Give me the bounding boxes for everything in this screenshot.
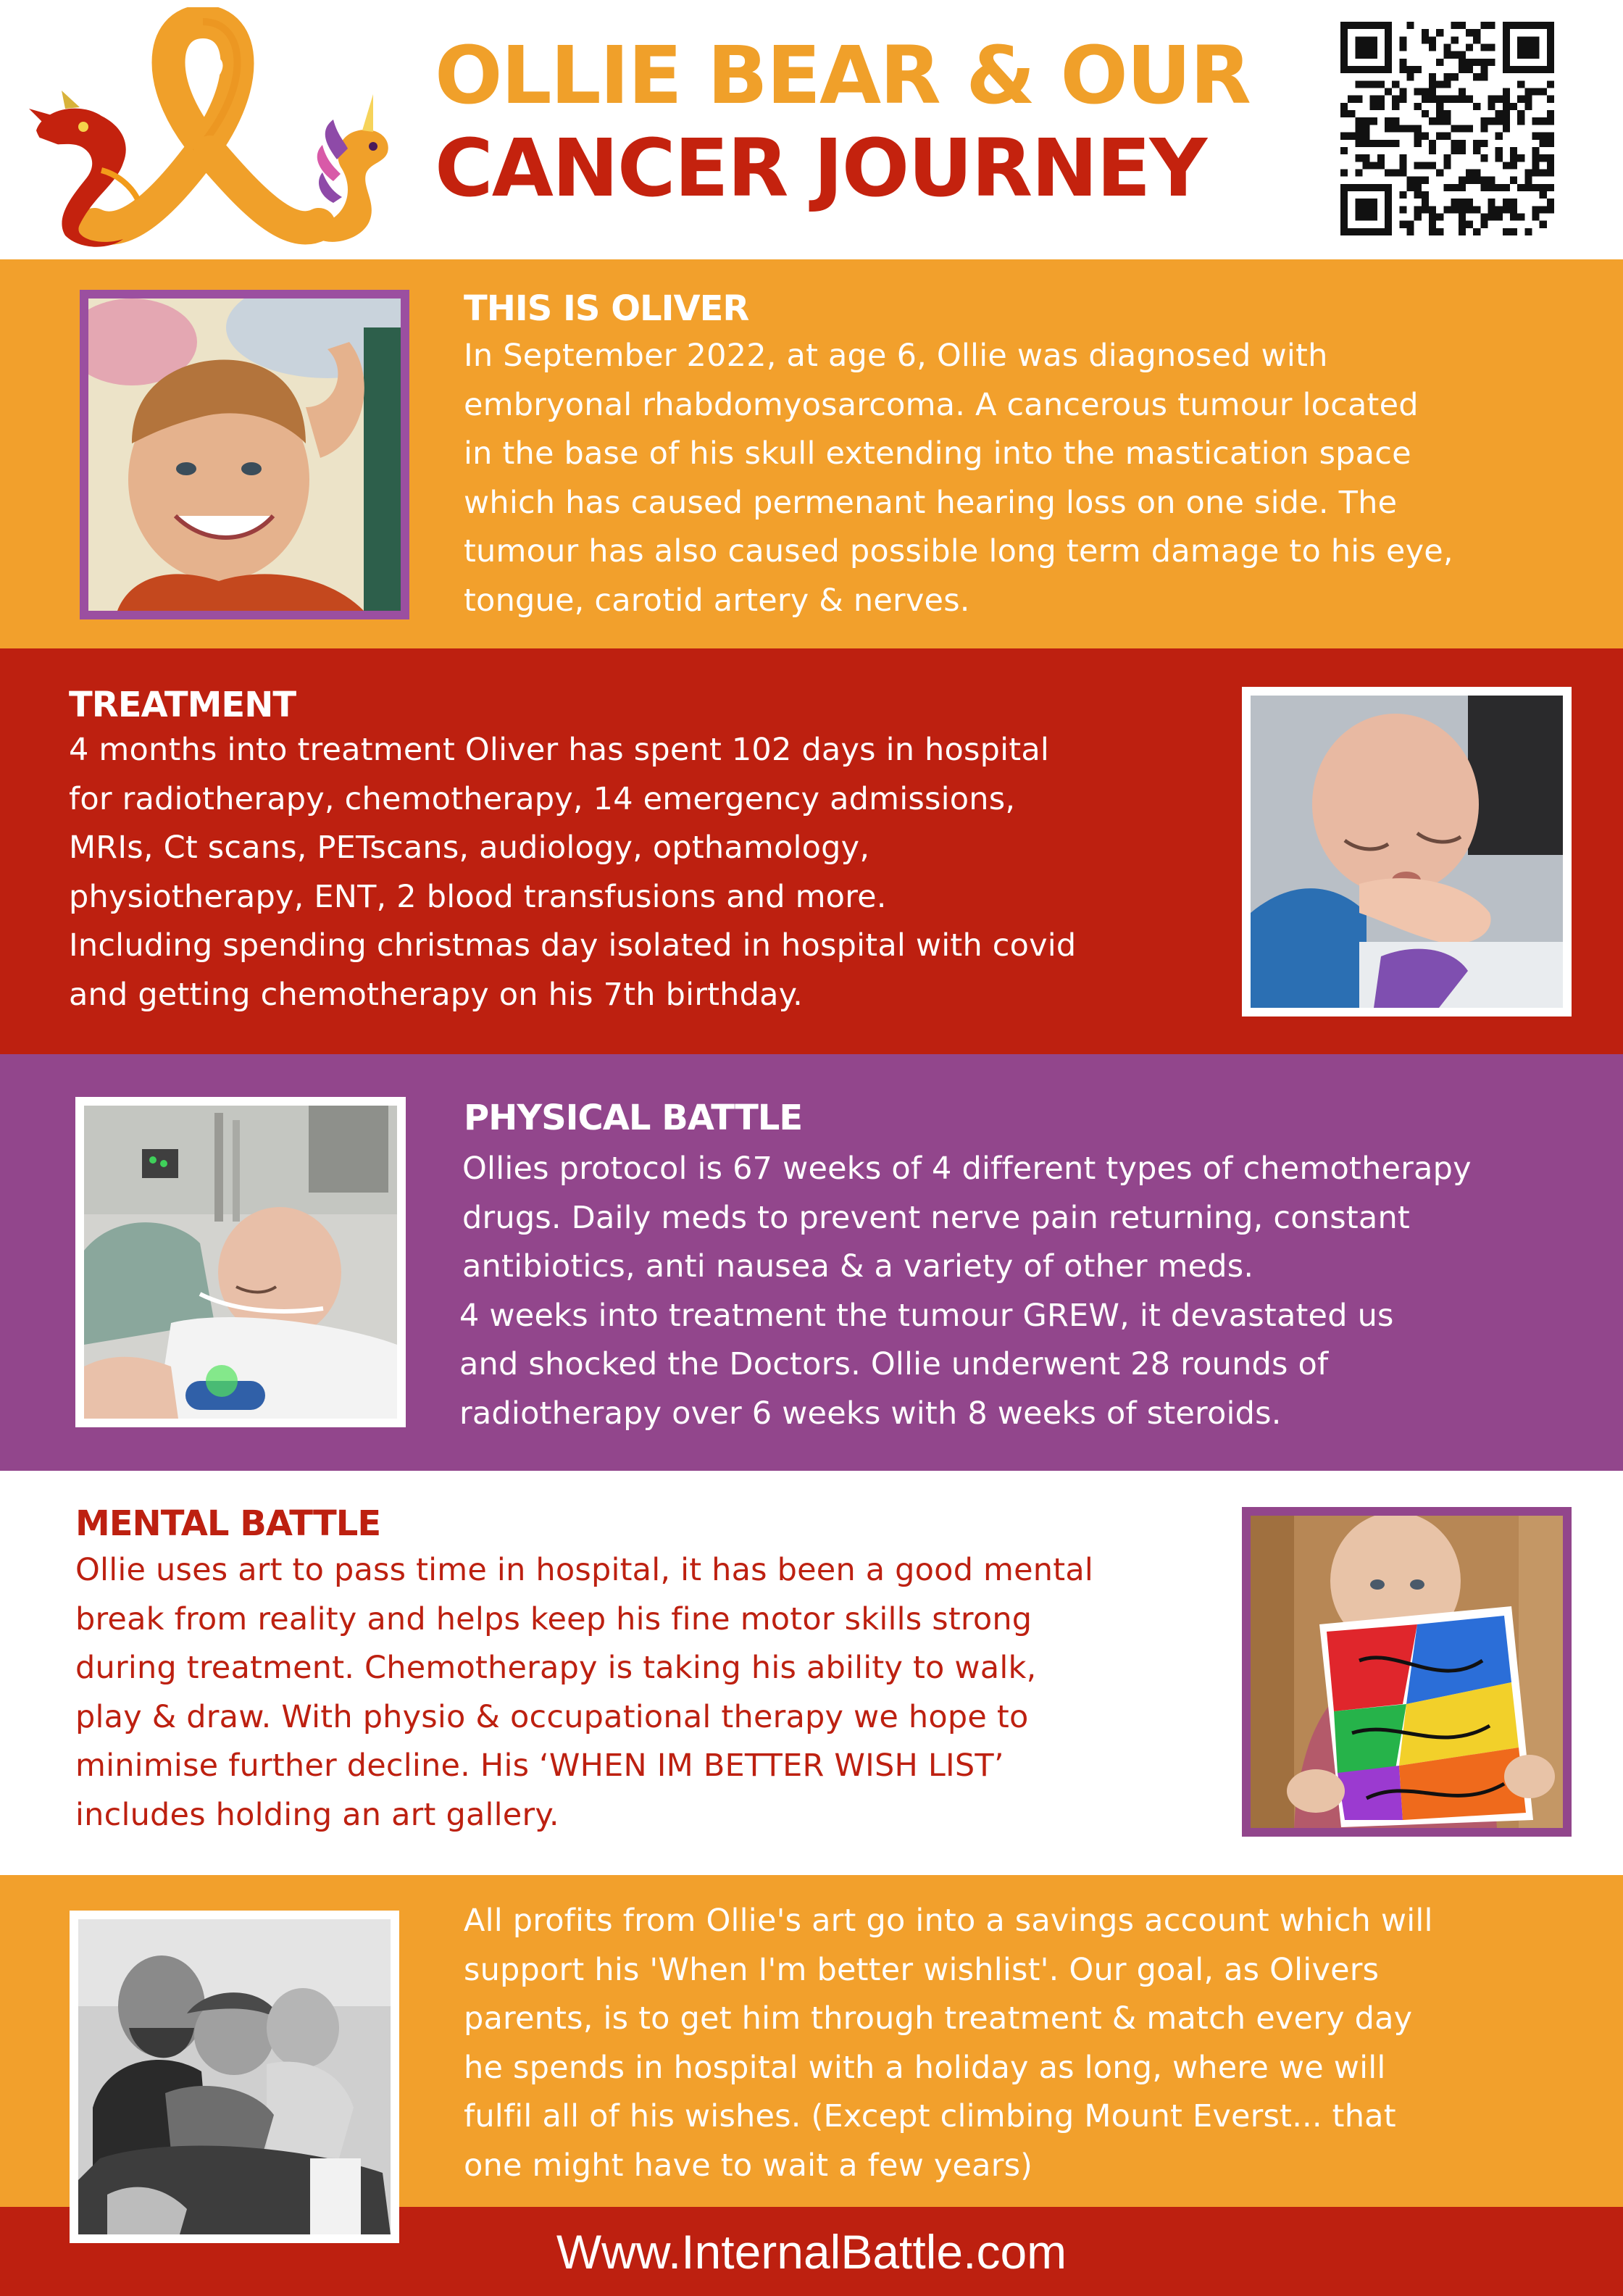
oliver-sleeping-photo (1242, 687, 1572, 1016)
treatment-line: 4 months into treatment Oliver has spent 102 days in hospital (69, 732, 1050, 768)
mental-line: during treatment. Chemotherapy is taking his ability to walk, (75, 1650, 1037, 1686)
qr-code-graphic (1340, 22, 1554, 235)
family-image (78, 1919, 391, 2234)
qr-code-icon[interactable] (1340, 22, 1554, 235)
treatment-line: MRIs, Ct scans, PETscans, audiology, opthamology, (69, 830, 870, 866)
oliver-line: embryonal rhabdomyosarcoma. A cancerous tumour located (464, 386, 1419, 423)
physical-line: 4 weeks into treatment the tumour GREW, it devastated us (459, 1297, 1394, 1334)
oliver-smiling-photo (80, 290, 409, 619)
hospital-bed-photo (75, 1097, 406, 1427)
physical-heading: PHYSICAL BATTLE (464, 1098, 803, 1138)
title-line-2: CANCER JOURNEY (435, 122, 1206, 214)
profits-line: one might have to wait a few years) (464, 2147, 1033, 2184)
oliver-line: In September 2022, at age 6, Ollie was diagnosed with (464, 338, 1328, 374)
oliver-line: tongue, carotid artery & nerves. (464, 582, 970, 619)
oliver-artwork-photo (1242, 1507, 1572, 1837)
treatment-line: for radiotherapy, chemotherapy, 14 emergency admissions, (69, 780, 1016, 817)
mental-line: play & draw. With physio & occupational therapy we hope to (75, 1698, 1029, 1735)
mental-line: includes holding an art gallery. (75, 1796, 559, 1833)
website-link[interactable]: Www.InternalBattle.com (556, 2225, 1067, 2279)
treatment-line: Including spending christmas day isolated in hospital with covid (69, 927, 1077, 964)
page-title (435, 29, 1250, 214)
hospital-bed-image (84, 1106, 397, 1419)
section-treatment (0, 648, 1623, 1054)
oliver-sleeping-image (1251, 696, 1563, 1008)
treatment-line: physiotherapy, ENT, 2 blood transfusions and more. (69, 878, 887, 915)
profits-line: he spends in hospital with a holiday as long, where we will (464, 2049, 1386, 2086)
physical-line: drugs. Daily meds to prevent nerve pain returning, constant (462, 1199, 1410, 1236)
oliver-heading: THIS IS OLIVER (464, 288, 749, 329)
section-physical-battle (0, 1054, 1623, 1471)
mental-line: minimise further decline. His ‘WHEN IM BETTER WISH LIST’ (75, 1748, 1004, 1784)
oliver-line: in the base of his skull extending into the mastication space (464, 435, 1411, 472)
awareness-ribbon-icon (14, 7, 406, 254)
oliver-body (464, 332, 1453, 625)
mental-line: break from reality and helps keep his fine motor skills strong (75, 1600, 1032, 1637)
mental-heading: MENTAL BATTLE (75, 1503, 381, 1544)
family-photo (70, 1911, 399, 2243)
profits-body (464, 1897, 1433, 2190)
oliver-line: which has caused permenant hearing loss on one side. The (464, 484, 1398, 521)
profits-line: parents, is to get him through treatment & match every day (464, 2000, 1413, 2037)
profits-line: fulfil all of his wishes. (Except climbing Mount Everst... that (464, 2098, 1396, 2134)
physical-line: Ollies protocol is 67 weeks of 4 different types of chemotherapy (462, 1151, 1472, 1187)
profits-line: All profits from Ollie's art go into a savings account which will (464, 1903, 1433, 1939)
mental-line: Ollie uses art to pass time in hospital, it has been a good mental (75, 1552, 1094, 1588)
physical-body (459, 1145, 1472, 1438)
treatment-line: and getting chemotherapy on his 7th birthday. (69, 976, 804, 1013)
oliver-artwork-image (1251, 1516, 1563, 1828)
physical-line: radiotherapy over 6 weeks with 8 weeks of steroids. (459, 1395, 1282, 1432)
section-this-is-oliver (0, 259, 1623, 648)
treatment-body (69, 726, 1076, 1019)
title-line-1: OLLIE BEAR & OUR (435, 29, 1250, 122)
profits-line: support his 'When I'm better wishlist'. Our goal, as Olivers (464, 1951, 1380, 1988)
page-header (0, 0, 1623, 259)
physical-line: and shocked the Doctors. Ollie underwent 28 rounds of (459, 1346, 1329, 1382)
ribbon-logo (14, 7, 406, 254)
oliver-line: tumour has also caused possible long term damage to his eye, (464, 533, 1453, 569)
physical-line: antibiotics, anti nausea & a variety of other meds. (462, 1248, 1254, 1285)
treatment-heading: TREATMENT (69, 685, 296, 725)
oliver-portrait-image (88, 299, 401, 611)
section-mental-battle (0, 1471, 1623, 1875)
mental-body (75, 1546, 1093, 1840)
